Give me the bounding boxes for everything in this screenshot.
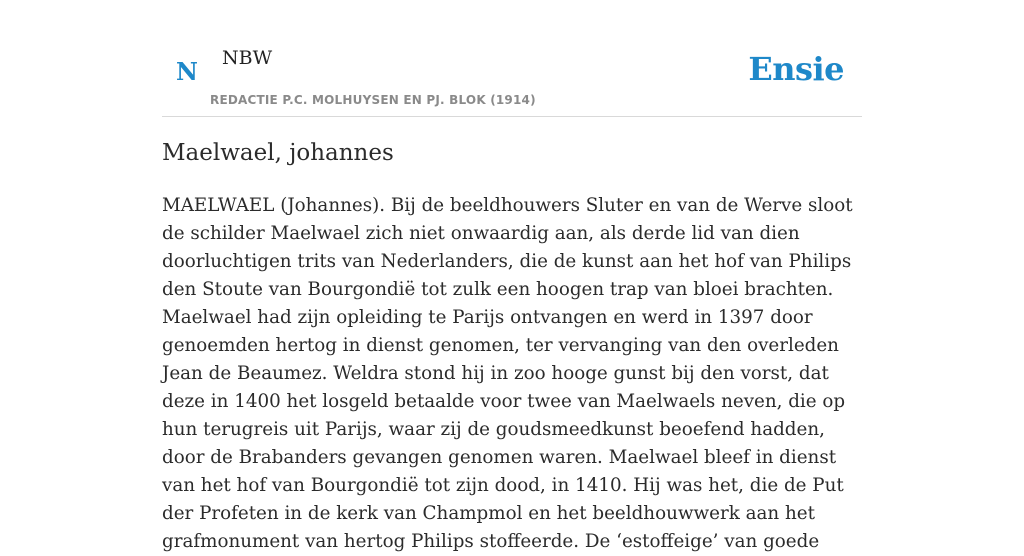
book-logo-letter[interactable]: N <box>176 57 198 86</box>
book-title[interactable]: NBW <box>222 47 273 69</box>
page-header <box>162 0 862 117</box>
ensie-logo[interactable]: Ensie <box>748 50 844 88</box>
entry-title: Maelwael, johannes <box>162 140 394 166</box>
book-subtitle: REDACTIE P.C. MOLHUYSEN EN PJ. BLOK (1914) <box>210 93 536 107</box>
entry-body: MAELWAEL (Johannes). Bij de beeldhouwers Sluter en van de Werve sloot de schilder Maelwael zich niet onwaardig aan, als derde lid van dien doorluchtigen trits van Nederlanders, die de kunst aan het hof van Philips den Stoute van Bourgondië tot zulk een hoogen trap van bloei brachten. Maelwael had zijn opleiding te Parijs ontvangen en werd in 1397 door genoemden hertog in dienst genomen, ter vervanging van den overleden Jean de Beaumez. Weldra stond hij in zoo hooge gunst bij den vorst, dat deze in 1400 het losgeld betaalde voor twee van Maelwaels neven, die op hun terugreis uit Parijs, waar zij de goudsmeedkunst beoefend hadden, door de Brabanders gevangen genomen waren. Maelwael bleef in dienst van het hof van Bourgondië tot zijn dood, in 1410. Hij was het, die de Put der Profeten in de kerk van Champmol en het beeldhouwwerk aan het grafmonument van hertog Philips stoffeerde. De ‘estoffeige’ van goede <box>162 195 853 552</box>
